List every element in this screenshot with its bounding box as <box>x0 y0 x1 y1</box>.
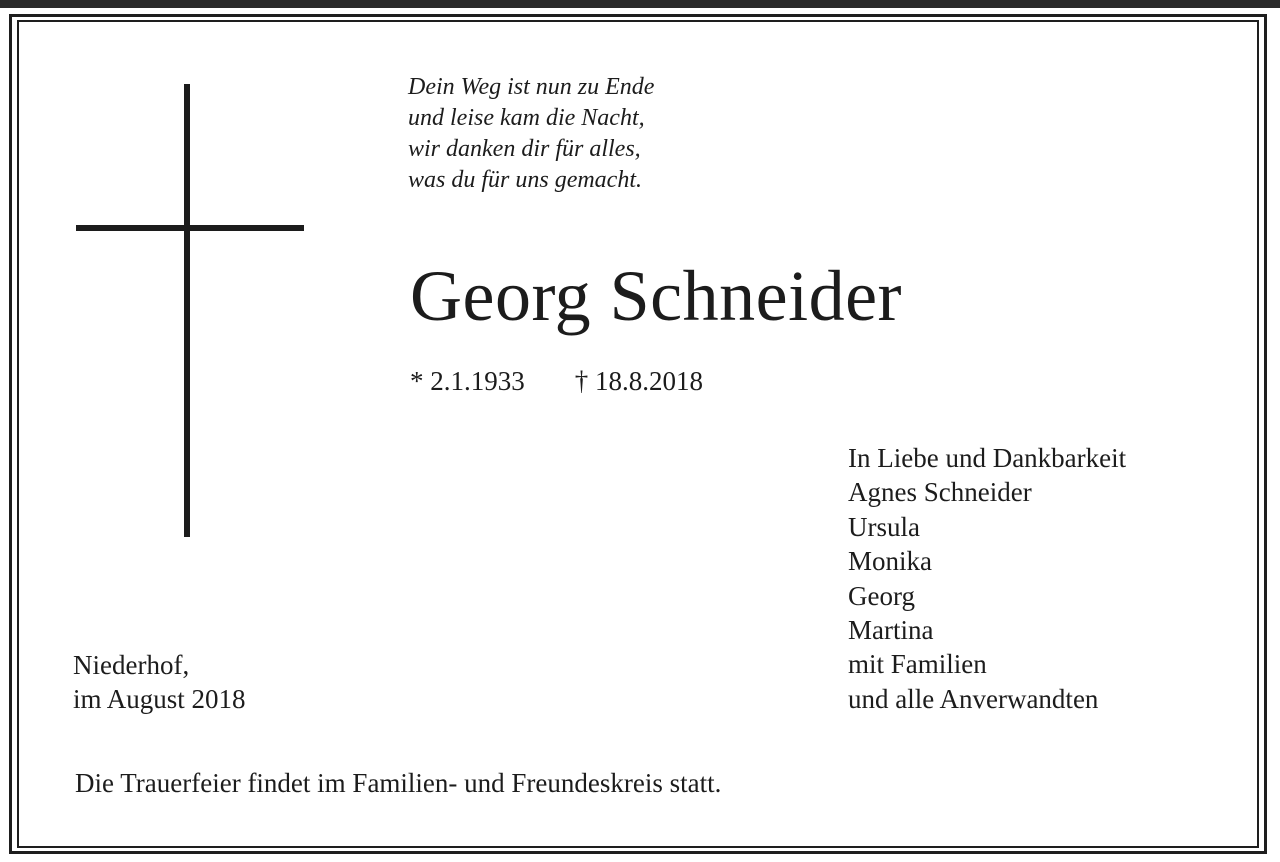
place-line: Niederhof, <box>73 650 190 680</box>
mourner-line: Ursula <box>848 511 920 542</box>
death-date: † 18.8.2018 <box>574 366 703 396</box>
deceased-name: Georg Schneider <box>410 256 903 336</box>
life-dates <box>410 364 703 398</box>
mourner-line: Martina <box>848 615 934 646</box>
mourner-line: Georg <box>848 580 915 611</box>
funeral-note: Die Trauerfeier findet im Familien- und Freundeskreis statt. <box>75 768 722 798</box>
cross-horizontal-bar <box>76 225 304 231</box>
mourner-line: Monika <box>848 546 932 577</box>
cross-vertical-bar <box>184 84 190 537</box>
poem-line: was du für uns gemacht. <box>408 167 642 193</box>
poem-line: Dein Weg ist nun zu Ende <box>408 74 655 100</box>
place-and-date <box>73 648 246 716</box>
mourner-line: In Liebe und Dankbarkeit <box>848 443 1127 473</box>
poem-verse <box>408 72 788 196</box>
poem-line: wir danken dir für alles, <box>408 136 641 162</box>
mourner-line: Agnes Schneider <box>848 477 1032 508</box>
place-line: im August 2018 <box>73 684 246 714</box>
birth-date: * 2.1.1933 <box>410 366 525 396</box>
mourners-list <box>848 441 1126 716</box>
poem-line: und leise kam die Nacht, <box>408 105 645 131</box>
mourner-line: und alle Anverwandten <box>848 683 1099 714</box>
mourner-line: mit Familien <box>848 649 987 680</box>
